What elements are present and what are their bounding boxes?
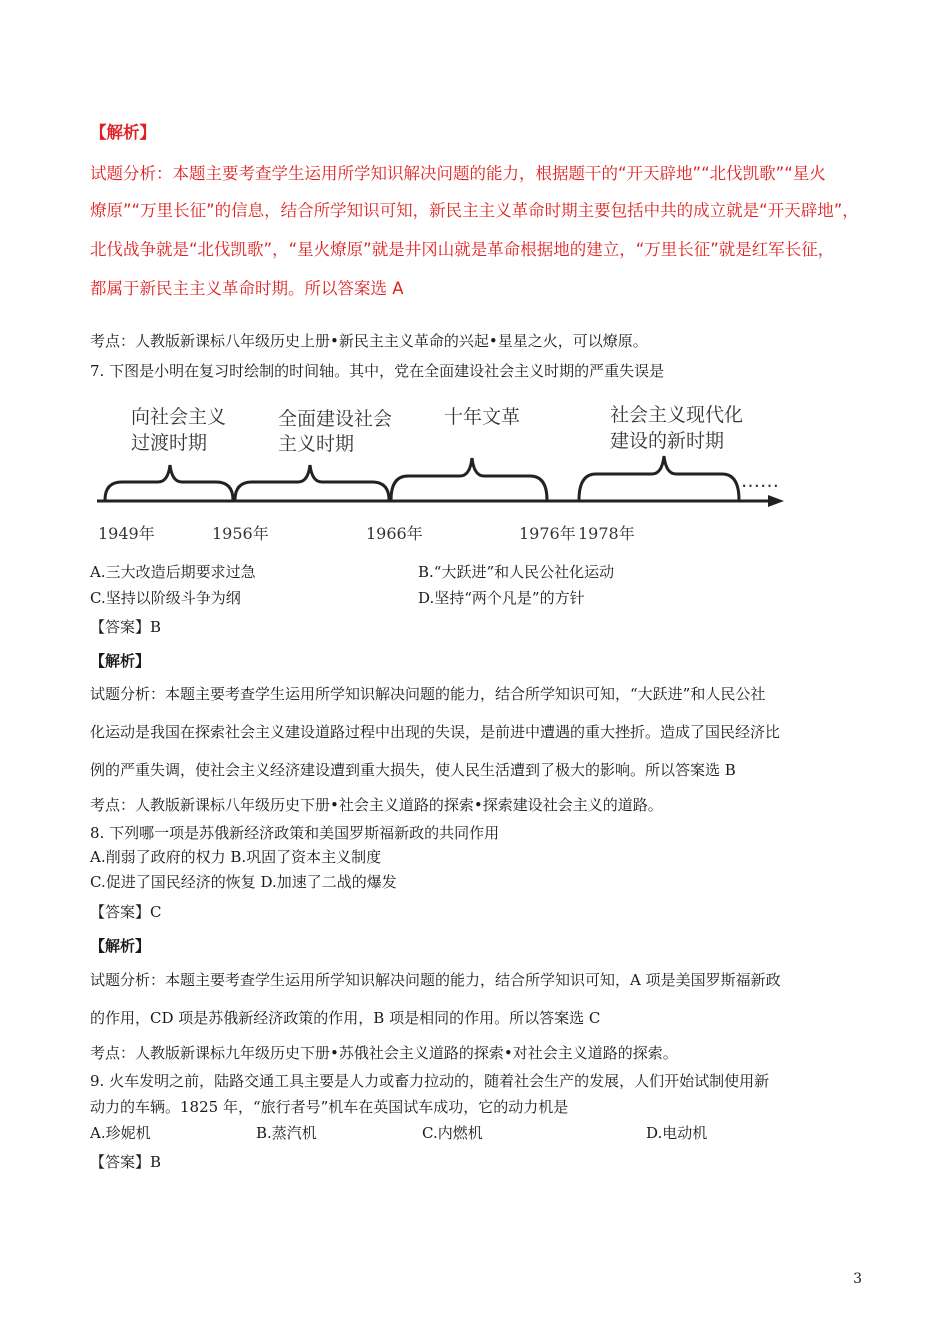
page-number: 3 (853, 1271, 862, 1287)
period-1-line-2: 过渡时期 (131, 432, 208, 454)
q9-stem-line-1: 9. 火车发明之前，陆路交通工具主要是人力或畜力拉动的，随着社会生产的发展，人们开始试制使用新 (90, 1072, 770, 1090)
year-1978: 1978年 (578, 524, 635, 543)
q8-analysis-heading: 【解析】 (90, 937, 151, 955)
brace-period-3 (391, 458, 547, 500)
period-3-line-1: 十年文革 (444, 406, 521, 428)
q7-option-b: B.“大跃进”和人民公社化运动 (418, 563, 615, 581)
q7-answer: 【答案】B (90, 618, 162, 636)
q9-option-a: A.珍妮机 (90, 1124, 151, 1142)
q8-options-line-2: C.促进了国民经济的恢复 D.加速了二战的爆发 (90, 873, 397, 891)
q9-option-c: C.内燃机 (422, 1124, 483, 1142)
q7-analysis-heading: 【解析】 (90, 652, 151, 670)
brace-period-1 (105, 465, 233, 500)
year-1966: 1966年 (366, 524, 423, 543)
year-1956: 1956年 (212, 524, 269, 543)
timeline-dots: …… (741, 470, 779, 492)
period-1-line-1: 向社会主义 (131, 406, 227, 428)
q6-analysis-line-4: 都属于新民主主义革命时期。所以答案选 A (90, 279, 404, 298)
q7-analysis-line-1: 试题分析：本题主要考查学生运用所学知识解决问题的能力，结合所学知识可知，“大跃进”和人民公社 (90, 685, 766, 703)
q9-answer: 【答案】B (90, 1153, 162, 1171)
q7-option-d: D.坚持“两个凡是”的方针 (418, 589, 585, 607)
timeline-arrow (768, 495, 784, 507)
q7-timeline (0, 390, 950, 550)
q8-stem: 8. 下列哪一项是苏俄新经济政策和美国罗斯福新政的共同作用 (90, 824, 500, 842)
q6-analysis-line-2: 燎原”“万里长征”的信息，结合所学知识可知，新民主主义革命时期主要包括中共的成立就是“开天辟地”， (90, 201, 859, 220)
period-2-line-2: 主义时期 (278, 433, 355, 455)
brace-period-2 (235, 465, 389, 500)
q7-option-c: C.坚持以阶级斗争为纲 (90, 589, 241, 607)
q6-analysis-line-3: 北伐战争就是“北伐凯歌”，“星火燎原”就是井冈山就是革命根据地的建立，“万里长征”就是红军长征， (90, 240, 835, 259)
q9-stem-line-2: 动力的车辆。1825 年，“旅行者号”机车在英国试车成功，它的动力机是 (90, 1098, 569, 1116)
q6-analysis-line-1: 试题分析：本题主要考查学生运用所学知识解决问题的能力，根据题干的“开天辟地”“北伐凯歌”“星火 (90, 164, 826, 183)
q7-analysis-line-2: 化运动是我国在探索社会主义建设道路过程中出现的失误，是前进中遭遇的重大挫折。造成了国民经济比 (90, 723, 781, 741)
brace-period-4 (579, 456, 739, 500)
year-1949: 1949年 (98, 524, 155, 543)
q8-answer: 【答案】C (90, 903, 162, 921)
period-4-line-1: 社会主义现代化 (610, 404, 744, 426)
q9-option-b: B.蒸汽机 (256, 1124, 317, 1142)
q7-analysis-line-3: 例的严重失调，使社会主义经济建设遭到重大损失，使人民生活遭到了极大的影响。所以答案选 B (90, 761, 736, 779)
q6-analysis-heading: 【解析】 (90, 123, 156, 142)
q8-analysis-line-1: 试题分析：本题主要考查学生运用所学知识解决问题的能力，结合所学知识可知，A 项是美国罗斯福新政 (90, 971, 781, 989)
q6-kaodian: 考点：人教版新课标八年级历史上册•新民主主义革命的兴起•星星之火，可以燎原。 (90, 332, 648, 350)
q8-kaodian: 考点：人教版新课标九年级历史下册•苏俄社会主义道路的探索•对社会主义道路的探索。 (90, 1044, 678, 1062)
q8-options-line-1: A.削弱了政府的权力 B.巩固了资本主义制度 (90, 848, 382, 866)
q9-option-d: D.电动机 (646, 1124, 708, 1142)
period-4-line-2: 建设的新时期 (610, 430, 725, 452)
q8-analysis-line-2: 的作用，CD 项是苏俄新经济政策的作用，B 项是相同的作用。所以答案选 C (90, 1009, 601, 1027)
year-1976: 1976年 (519, 524, 576, 543)
q7-option-a: A.三大改造后期要求过急 (90, 563, 256, 581)
q7-stem: 7. 下图是小明在复习时绘制的时间轴。其中，党在全面建设社会主义时期的严重失误是 (90, 362, 665, 380)
period-2-line-1: 全面建设社会 (278, 408, 393, 430)
q7-kaodian: 考点：人教版新课标八年级历史下册•社会主义道路的探索•探索建设社会主义的道路。 (90, 796, 663, 814)
